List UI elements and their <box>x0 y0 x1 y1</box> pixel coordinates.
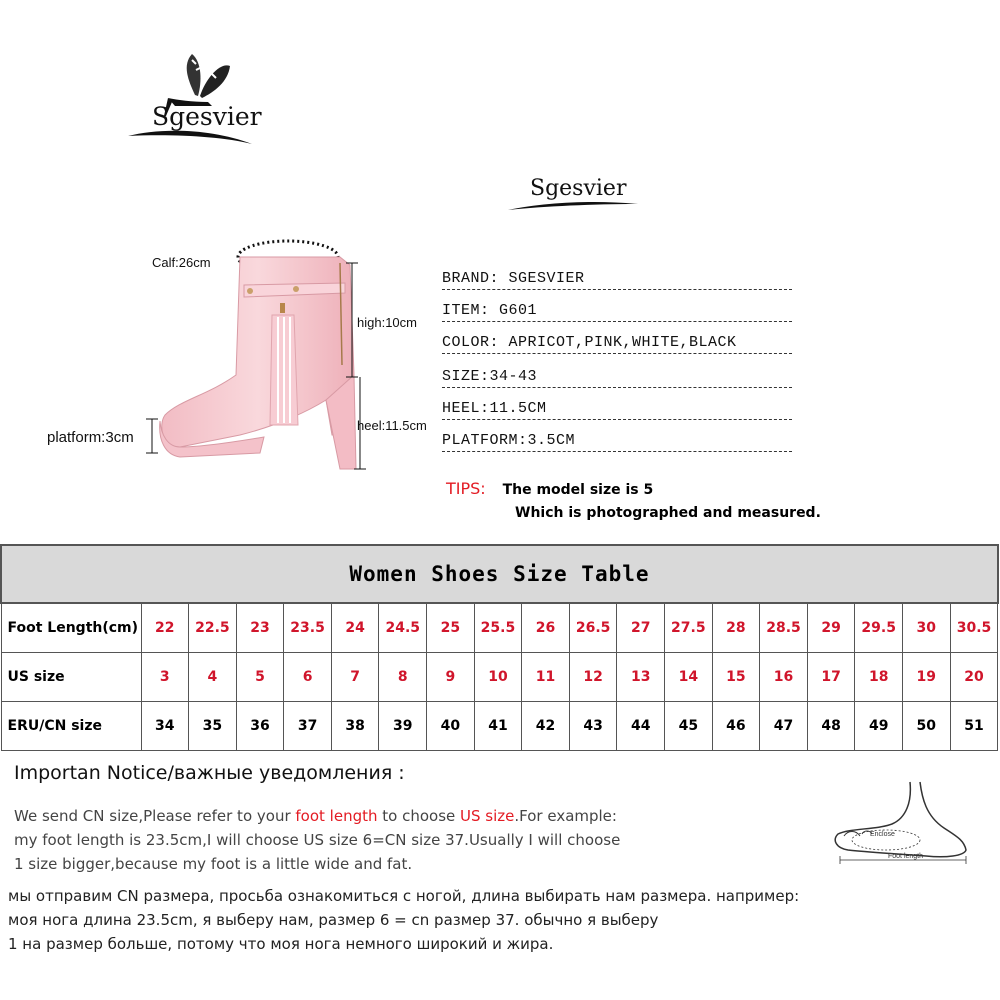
table-cell: 50 <box>903 702 951 751</box>
table-cell: 39 <box>379 702 427 751</box>
spec-platform: PLATFORM:3.5CM <box>442 432 792 452</box>
notice-en-text: We send CN size,Please refer to your <box>14 807 296 825</box>
notice-en-line3: 1 size bigger,because my foot is a little wide and fat. <box>14 855 413 873</box>
table-row <box>1 603 998 653</box>
table-cell: 6 <box>284 653 332 702</box>
table-cell: 3 <box>141 653 189 702</box>
high-label: high:10cm <box>357 315 417 330</box>
table-cell: 30 <box>903 603 951 653</box>
table-cell: 27.5 <box>665 603 713 653</box>
table-cell: 26 <box>522 603 570 653</box>
table-cell: 24 <box>331 603 379 653</box>
notice-english <box>14 804 620 876</box>
table-cell: 25 <box>427 603 475 653</box>
table-cell: 35 <box>189 702 237 751</box>
calf-label: Calf:26cm <box>152 255 211 270</box>
table-cell: 16 <box>760 653 808 702</box>
butterfly-shoe-icon <box>120 40 260 155</box>
heel-label: heel:11.5cm <box>357 418 427 433</box>
table-cell: 10 <box>474 653 522 702</box>
row-header: Foot Length(cm) <box>1 603 141 653</box>
table-cell: 43 <box>569 702 617 751</box>
tips-line2: Which is photographed and measured. <box>515 505 821 521</box>
notice-ru-line3: 1 на размер больше, потому что моя нога немного широкий и жира. <box>8 935 554 953</box>
notice-ru-line1: мы отправим CN размера, просьба ознакомиться с ногой, длина выбирать нам размера. например: <box>8 887 800 905</box>
ankle-boot-image <box>40 225 440 490</box>
table-cell: 7 <box>331 653 379 702</box>
enclose-label: Enclose <box>870 831 895 838</box>
notice-ru-line2: моя нога длина 23.5cm, я выберу нам, размер 6 = cn размер 37. обычно я выберу <box>8 911 659 929</box>
table-cell: 28 <box>712 603 760 653</box>
table-cell: 40 <box>427 702 475 751</box>
foot-diagram <box>826 778 986 868</box>
table-cell: 51 <box>950 702 998 751</box>
notice-en-line2: my foot length is 23.5cm,I will choose US size 6=CN size 37.Usually I will choose <box>14 831 621 849</box>
tips-line1: The model size is 5 <box>502 482 654 498</box>
boot-illustration <box>40 225 440 490</box>
table-cell: 27 <box>617 603 665 653</box>
table-cell: 12 <box>569 653 617 702</box>
table-row <box>1 702 998 751</box>
table-cell: 25.5 <box>474 603 522 653</box>
row-header: US size <box>1 653 141 702</box>
tips <box>446 479 653 498</box>
size-table-title-text: Women Shoes Size Table <box>349 562 650 586</box>
table-cell: 41 <box>474 702 522 751</box>
notice-en-text: .For example: <box>514 807 617 825</box>
notice-en-line1 <box>14 804 620 828</box>
foot-measure-icon <box>826 778 986 868</box>
table-cell: 14 <box>665 653 713 702</box>
table-cell: 29.5 <box>855 603 903 653</box>
table-cell: 44 <box>617 702 665 751</box>
table-cell: 11 <box>522 653 570 702</box>
table-cell: 18 <box>855 653 903 702</box>
table-cell: 15 <box>712 653 760 702</box>
table-cell: 22.5 <box>189 603 237 653</box>
table-cell: 34 <box>141 702 189 751</box>
table-cell: 22 <box>141 603 189 653</box>
table-cell: 24.5 <box>379 603 427 653</box>
table-cell: 13 <box>617 653 665 702</box>
table-cell: 29 <box>807 603 855 653</box>
table-cell: 20 <box>950 653 998 702</box>
table-cell: 9 <box>427 653 475 702</box>
spec-color: COLOR: APRICOT,PINK,WHITE,BLACK <box>442 334 792 354</box>
table-cell: 5 <box>236 653 284 702</box>
platform-label: platform:3cm <box>47 429 134 446</box>
brand-logo-text: Sgesvier <box>152 102 262 131</box>
brand-logo <box>120 40 260 155</box>
notice-title: Importan Notice/важные уведомления : <box>14 762 405 784</box>
table-cell: 30.5 <box>950 603 998 653</box>
table-cell: 42 <box>522 702 570 751</box>
table-cell: 36 <box>236 702 284 751</box>
size-table-title <box>1 545 998 603</box>
spec-item: ITEM: G601 <box>442 302 792 322</box>
table-row <box>1 653 998 702</box>
table-cell: 47 <box>760 702 808 751</box>
secondary-logo <box>506 172 641 222</box>
table-cell: 23 <box>236 603 284 653</box>
size-table <box>0 544 999 751</box>
table-cell: 45 <box>665 702 713 751</box>
table-cell: 48 <box>807 702 855 751</box>
secondary-logo-text: Sgesvier <box>530 176 627 201</box>
table-cell: 38 <box>331 702 379 751</box>
spec-brand: BRAND: SGESVIER <box>442 270 792 290</box>
notice-highlight-us-size: US size <box>460 807 515 825</box>
table-cell: 4 <box>189 653 237 702</box>
row-header: ERU/CN size <box>1 702 141 751</box>
tips-label: TIPS: <box>446 479 486 498</box>
foot-length-label: Foot length <box>888 853 924 860</box>
table-cell: 49 <box>855 702 903 751</box>
notice-en-text: to choose <box>377 807 461 825</box>
table-cell: 17 <box>807 653 855 702</box>
table-cell: 46 <box>712 702 760 751</box>
notice-russian <box>8 884 799 956</box>
table-cell: 19 <box>903 653 951 702</box>
table-cell: 26.5 <box>569 603 617 653</box>
spec-heel: HEEL:11.5CM <box>442 400 792 420</box>
table-cell: 37 <box>284 702 332 751</box>
table-cell: 23.5 <box>284 603 332 653</box>
swoosh-icon <box>506 172 641 222</box>
table-cell: 28.5 <box>760 603 808 653</box>
notice-highlight-foot-length: foot length <box>295 807 378 825</box>
table-cell: 8 <box>379 653 427 702</box>
spec-size: SIZE:34-43 <box>442 368 792 388</box>
